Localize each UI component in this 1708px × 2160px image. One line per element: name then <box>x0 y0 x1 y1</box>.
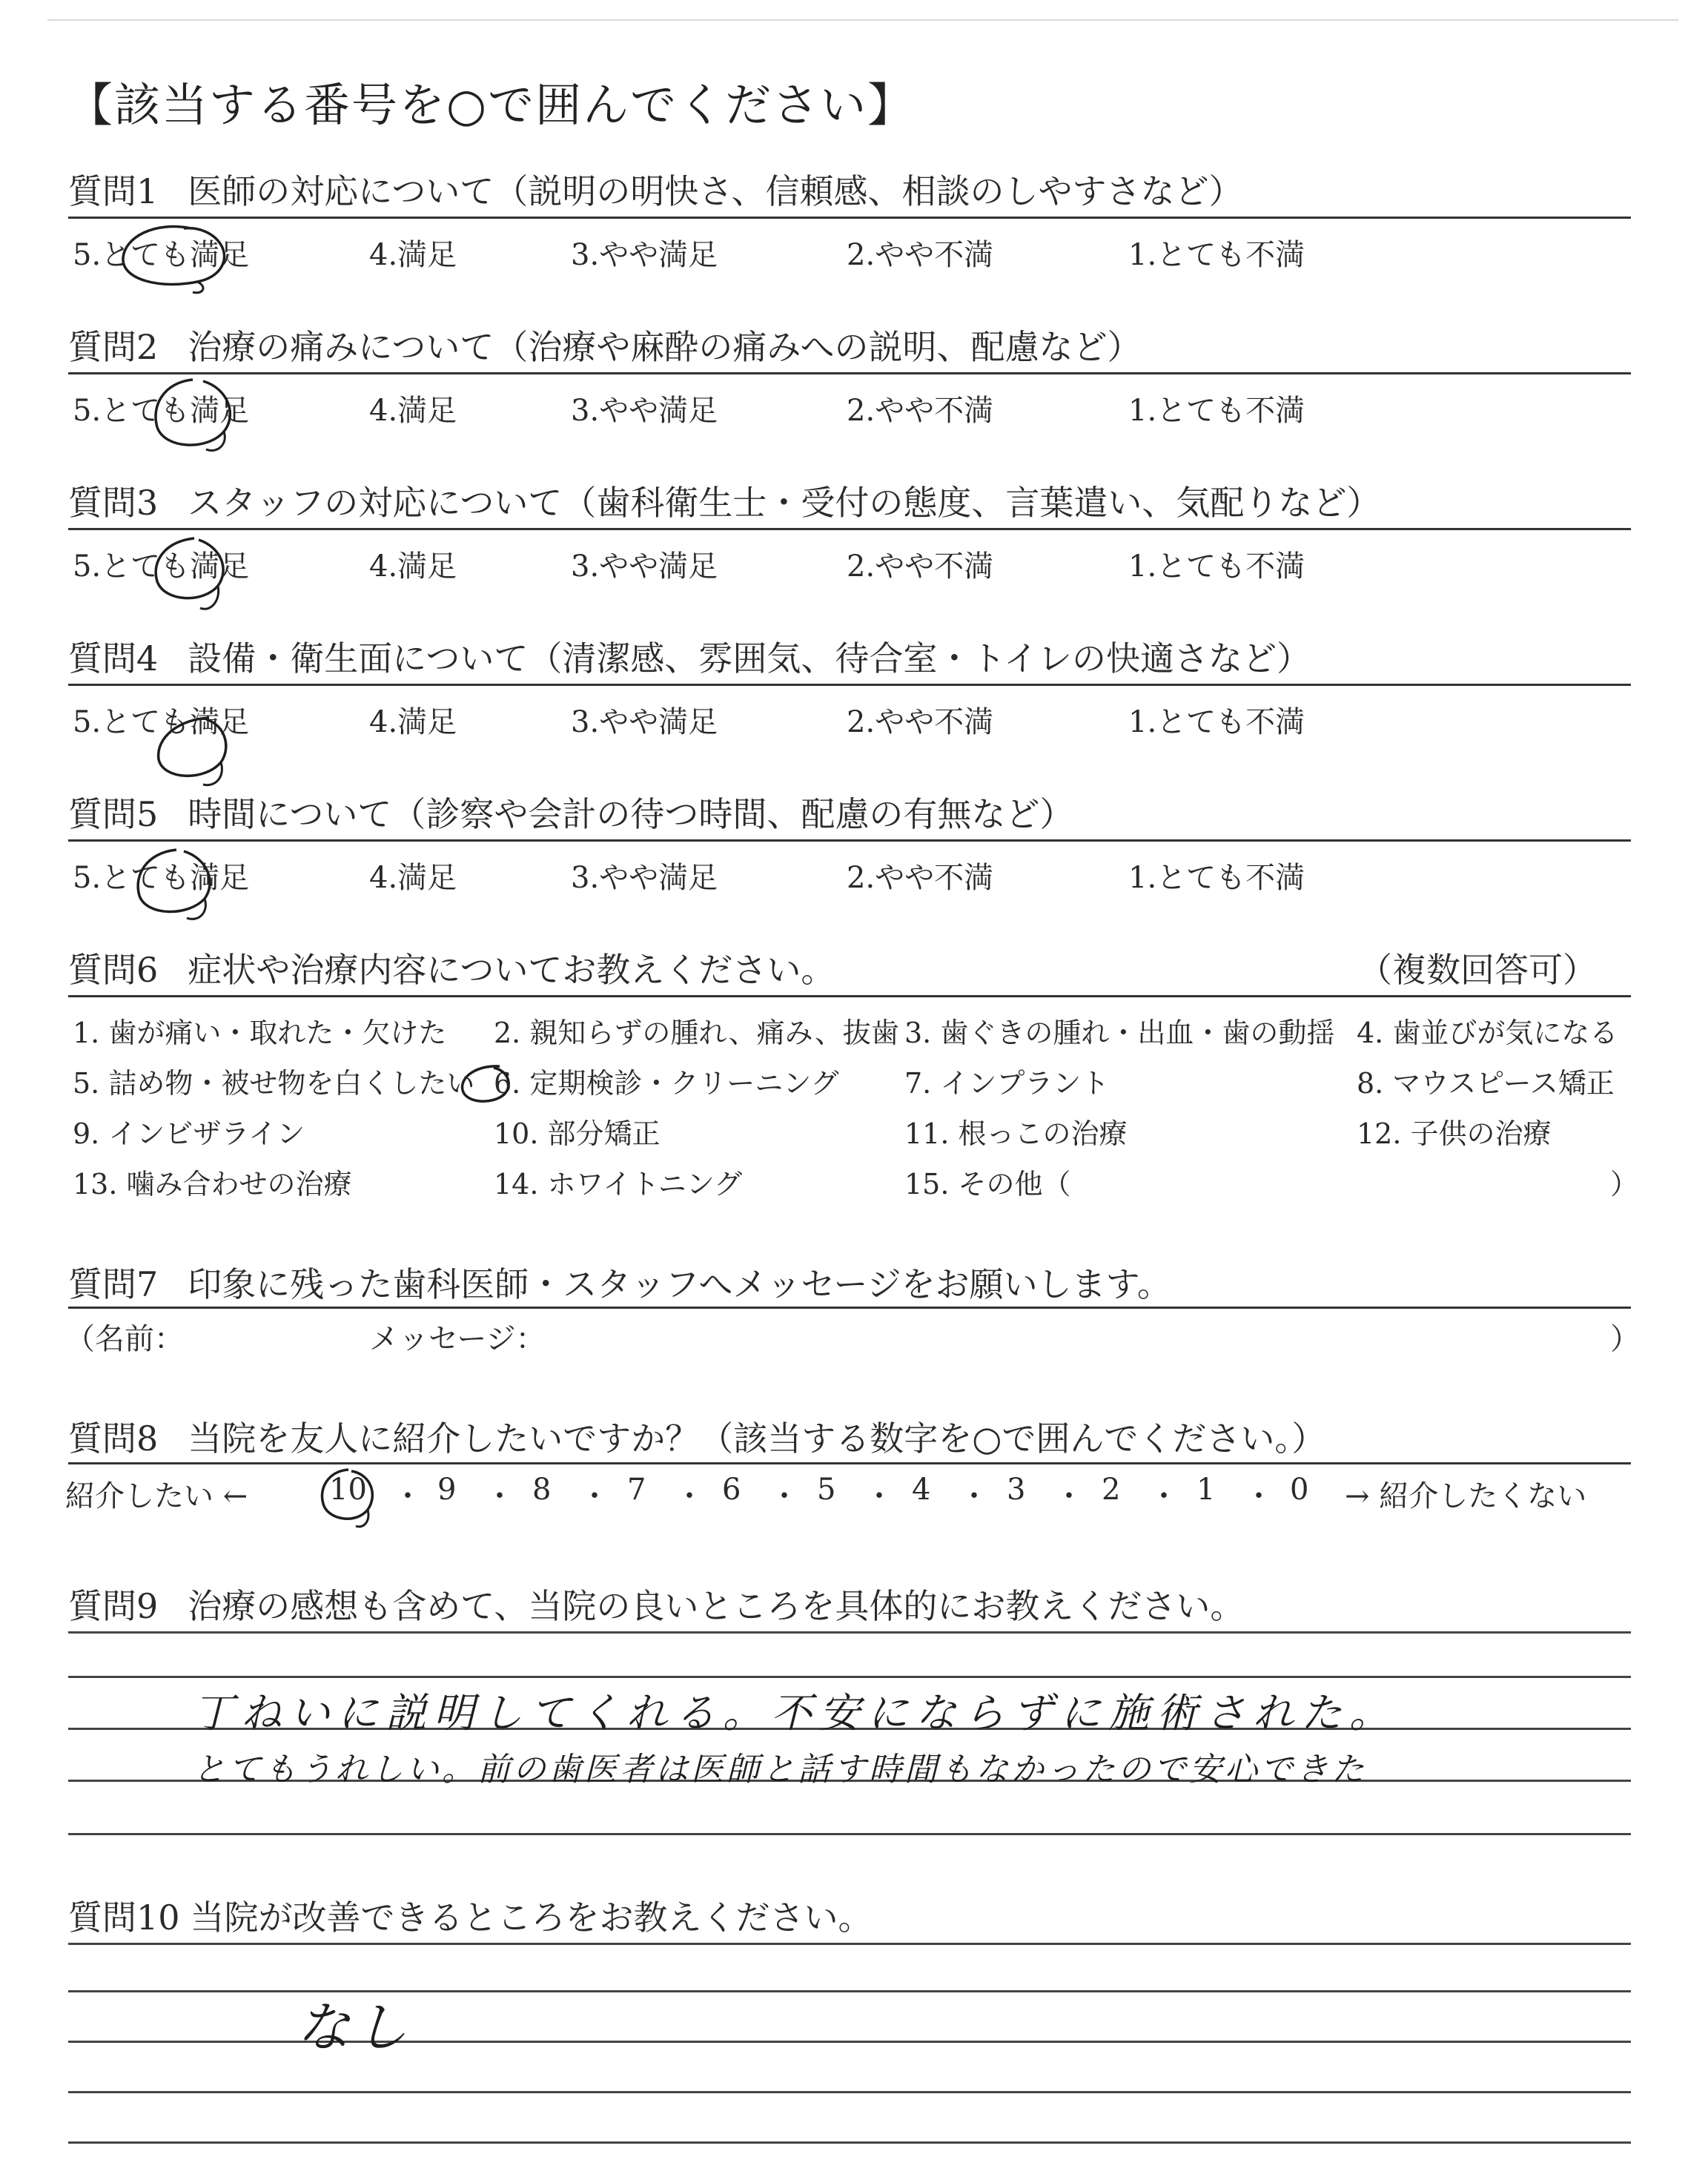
q5-number: 質問5 <box>68 794 159 834</box>
q6-other-close: ） <box>1610 1168 1639 1200</box>
q3-option-1[interactable]: 1.とても不満 <box>1128 549 1305 584</box>
q3-text: スタッフの対応について（歯科衛生士・受付の態度、言葉遣い、気配りなど） <box>188 483 1381 523</box>
q2-option-2[interactable]: 2.やや不満 <box>847 394 994 428</box>
q7-number: 質問7 <box>68 1264 159 1304</box>
q1-option-3[interactable]: 3.やや満足 <box>571 238 718 272</box>
q2-number: 質問2 <box>68 327 159 367</box>
q4-rule <box>68 684 1631 686</box>
q6-item-5[interactable]: 5. 詰め物・被せ物を白くしたい <box>73 1067 475 1100</box>
q5-option-3[interactable]: 3.やや満足 <box>571 861 718 895</box>
q6-item-12[interactable]: 12. 子供の治療 <box>1357 1117 1552 1150</box>
q6-item-10[interactable]: 10. 部分矯正 <box>494 1117 661 1150</box>
q4-number: 質問4 <box>68 638 159 678</box>
q3-option-3[interactable]: 3.やや満足 <box>571 549 718 584</box>
q8-title <box>68 1412 1325 1461</box>
q2-option-5[interactable]: 5.とても満足 <box>73 394 250 428</box>
q1-number: 質問1 <box>68 171 159 211</box>
q8-score-8[interactable]: 8 <box>532 1473 552 1507</box>
q5-text: 時間について（診察や会計の待つ時間、配慮の有無など） <box>188 794 1074 834</box>
q6-rule <box>68 995 1631 997</box>
q5-option-5[interactable]: 5.とても満足 <box>73 861 250 895</box>
q6-item-7[interactable]: 7. インプラント <box>904 1067 1110 1100</box>
q1-text: 医師の対応について（説明の明快さ、信頼感、相談のしやすさなど） <box>188 171 1243 211</box>
q6-item-4[interactable]: 4. 歯並びが気になる <box>1357 1017 1618 1049</box>
q7-close: ） <box>1610 1322 1640 1356</box>
q1-option-4[interactable]: 4.満足 <box>369 238 457 272</box>
q5-rule <box>68 839 1631 842</box>
q1-option-5[interactable]: 5.とても満足 <box>73 238 250 272</box>
q7-rule <box>68 1307 1631 1309</box>
q6-item-2[interactable]: 2. 親知らずの腫れ、痛み、抜歯 <box>494 1017 899 1049</box>
q8-score-5[interactable]: 5 <box>817 1473 836 1507</box>
q3-option-5[interactable]: 5.とても満足 <box>73 549 250 584</box>
q3-option-4[interactable]: 4.満足 <box>369 549 457 584</box>
q6-item-9[interactable]: 9. インビザライン <box>73 1117 305 1150</box>
q10-number: 質問10 <box>68 1898 180 1938</box>
q8-text: 当院を友人に紹介したいですか？（該当する数字を○で囲んでください。） <box>188 1418 1326 1459</box>
q8-sep: ・ <box>769 1479 799 1513</box>
q8-score-3[interactable]: 3 <box>1007 1473 1026 1507</box>
q9-answer-line-1 <box>68 1676 1631 1678</box>
q9-text: 治療の感想も含めて、当院の良いところを具体的にお教えください。 <box>188 1586 1245 1626</box>
q2-option-3[interactable]: 3.やや満足 <box>571 394 718 428</box>
q4-option-1[interactable]: 1.とても不満 <box>1128 705 1305 739</box>
q9-answer-line-4 <box>68 1833 1631 1835</box>
q3-rule <box>68 528 1631 530</box>
q4-option-3[interactable]: 3.やや満足 <box>571 705 718 739</box>
q6-text: 症状や治療内容についてお教えください。 <box>188 950 835 990</box>
q8-score-0[interactable]: 0 <box>1290 1473 1309 1507</box>
q10-rule <box>68 1943 1631 1945</box>
q6-item-1[interactable]: 1. 歯が痛い・取れた・欠けた <box>73 1017 447 1049</box>
q8-sep: ・ <box>1244 1479 1274 1513</box>
q3-title <box>68 476 1380 525</box>
q8-score-10[interactable]: 10 <box>329 1473 367 1507</box>
q7-text: 印象に残った歯科医師・スタッフへメッセージをお願いします。 <box>188 1264 1171 1304</box>
q1-option-2[interactable]: 2.やや不満 <box>847 238 994 272</box>
q5-option-2[interactable]: 2.やや不満 <box>847 861 994 895</box>
q4-title <box>68 632 1311 681</box>
q2-option-1[interactable]: 1.とても不満 <box>1128 394 1305 428</box>
q8-sep: ・ <box>864 1479 894 1513</box>
q9-rule <box>68 1631 1631 1634</box>
q6-item-6[interactable]: 6. 定期検診・クリーニング <box>494 1067 839 1100</box>
q2-option-4[interactable]: 4.満足 <box>369 394 457 428</box>
q9-title <box>68 1579 1244 1628</box>
q6-item-3[interactable]: 3. 歯ぐきの腫れ・出血・歯の動揺 <box>904 1017 1335 1049</box>
q2-rule <box>68 372 1631 374</box>
q1-rule <box>68 217 1631 219</box>
q7-title <box>68 1258 1171 1307</box>
q7-message-label[interactable]: メッセージ： <box>369 1322 546 1356</box>
q8-score-9[interactable]: 9 <box>437 1473 457 1507</box>
q5-title <box>68 787 1073 836</box>
top-border <box>47 19 1678 21</box>
q6-item-11[interactable]: 11. 根っこの治療 <box>904 1117 1128 1150</box>
q10-answer-line-4 <box>68 2141 1631 2144</box>
q8-sep: ・ <box>1149 1479 1179 1513</box>
q6-title <box>68 943 835 992</box>
q6-item-15[interactable]: 15. その他（ <box>904 1168 1071 1200</box>
q6-item-14[interactable]: 14. ホワイトニング <box>494 1168 743 1200</box>
q4-option-4[interactable]: 4.満足 <box>369 705 457 739</box>
q2-title <box>68 320 1141 369</box>
q6-note: （複数回答可） <box>1358 950 1597 990</box>
q6-item-8[interactable]: 8. マウスピース矯正 <box>1357 1067 1615 1100</box>
q8-sep: ・ <box>675 1479 704 1513</box>
q8-score-2[interactable]: 2 <box>1102 1473 1121 1507</box>
q5-option-1[interactable]: 1.とても不満 <box>1128 861 1305 895</box>
q4-option-2[interactable]: 2.やや不満 <box>847 705 994 739</box>
q10-text: 当院が改善できるところをお教えください。 <box>190 1898 873 1938</box>
q3-option-2[interactable]: 2.やや不満 <box>847 549 994 584</box>
q8-right-label: → 紹介したくない <box>1345 1479 1587 1513</box>
q8-sep: ・ <box>959 1479 989 1513</box>
q8-score-1[interactable]: 1 <box>1196 1473 1216 1507</box>
q8-score-4[interactable]: 4 <box>912 1473 931 1507</box>
q8-left-label: 紹介したい ← <box>65 1479 248 1513</box>
q9-answer-text-2: とてもうれしい。前の歯医者は医師と話す時間もなかったので安心できた <box>193 1751 1367 1789</box>
q1-title <box>68 165 1243 214</box>
form-header: 【該当する番号を○で囲んでください】 <box>67 78 916 132</box>
q8-number: 質問8 <box>68 1418 159 1459</box>
q10-answer-text: なし <box>297 1996 413 2058</box>
q8-rule <box>68 1462 1631 1464</box>
q9-answer-text-1: 丁ねいに説明してくれる。不安にならずに施術された。 <box>193 1689 1398 1737</box>
q9-number: 質問9 <box>68 1586 159 1626</box>
q8-score-6[interactable]: 6 <box>722 1473 741 1507</box>
q10-title <box>68 1891 873 1940</box>
q8-sep: ・ <box>580 1479 609 1513</box>
q8-score-7[interactable]: 7 <box>627 1473 646 1507</box>
q1-option-1[interactable]: 1.とても不満 <box>1128 238 1305 272</box>
q2-text: 治療の痛みについて（治療や麻酔の痛みへの説明、配慮など） <box>188 327 1142 367</box>
q6-number: 質問6 <box>68 950 159 990</box>
q8-sep: ・ <box>393 1479 423 1513</box>
q8-sep: ・ <box>1054 1479 1084 1513</box>
q6-item-13[interactable]: 13. 噛み合わせの治療 <box>73 1168 352 1200</box>
q4-option-5[interactable]: 5.とても満足 <box>73 705 250 739</box>
q5-option-4[interactable]: 4.満足 <box>369 861 457 895</box>
q10-answer-line-3 <box>68 2091 1631 2093</box>
q4-text: 設備・衛生面について（清潔感、雰囲気、待合室・トイレの快適さなど） <box>188 638 1311 678</box>
q3-number: 質問3 <box>68 483 159 523</box>
q7-name-label[interactable]: （名前： <box>65 1322 184 1356</box>
q8-sep: ・ <box>485 1479 514 1513</box>
